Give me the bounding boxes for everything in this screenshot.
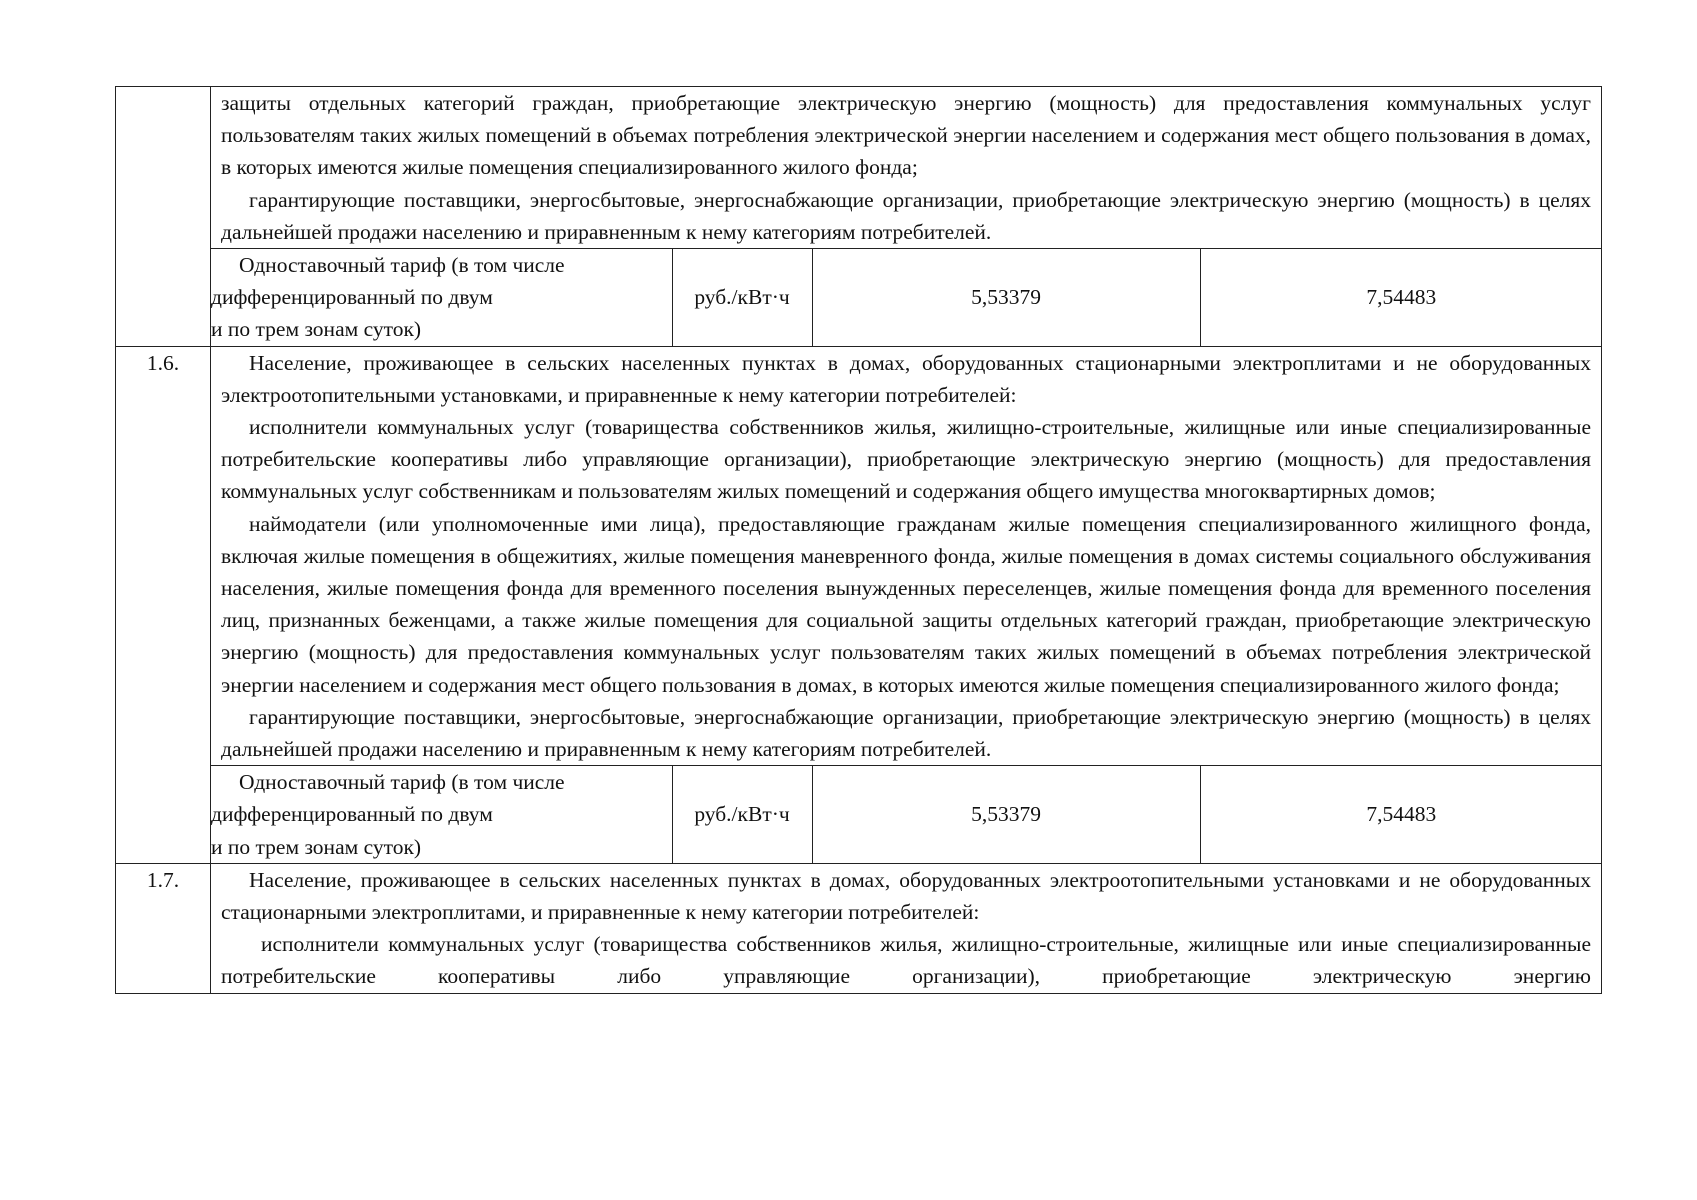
consumer-description: исполнители коммунальных услуг (товарищества собственников жилья, жилищно-строительные, жилищные или иные специализированные потребительские кооперативы либо управляющие организации), приобретающие электрическую энергию (мощность) для предоставления коммунальных услуг собственникам и пользователям жилых помещений и содержания общего имущества многоквартирных домов;: [221, 415, 1591, 504]
table-row: [116, 87, 1602, 347]
tariff-row: [211, 249, 1602, 346]
tariff-unit: руб./кВт·ч: [672, 249, 812, 346]
table-row: [116, 863, 1602, 993]
tariff-subtable: [211, 765, 1602, 863]
tariff-value-1: 5,53379: [812, 249, 1200, 346]
row-number: [116, 87, 211, 347]
consumer-description: Население, проживающее в сельских населенных пунктах в домах, оборудованных стационарными электроплитами и не оборудованных электроотопительными установками, и приравненные к нему категории потребителей:: [221, 350, 1591, 407]
tariff-table: [115, 86, 1602, 994]
tariff-value-2: 7,54483: [1200, 249, 1602, 346]
consumer-description: исполнители коммунальных услуг (товарищества собственников жилья, жилищно-строительные, жилищные или иные специализированные потребительские кооперативы либо управляющие организации), приобретающие электрическую энергию: [221, 932, 1591, 989]
row-number: 1.6.: [116, 346, 211, 863]
tariff-label: Одноставочный тариф (в том числе дифференцированный по двум и по трем зонам суток): [211, 249, 672, 346]
consumer-description: Население, проживающее в сельских населенных пунктах в домах, оборудованных электроотопительными установками и не оборудованных стационарными электроплитами, и приравненные к нему категории потребителей:: [221, 867, 1591, 925]
tariff-subtable: [211, 248, 1602, 346]
tariff-value-1: 5,53379: [812, 766, 1200, 863]
consumer-description: гарантирующие поставщики, энергосбытовые, энергоснабжающие организации, приобретающие электрическую энергию (мощность) в целях дальнейшей продажи населению и приравненным к нему категориям потребителей.: [221, 704, 1591, 762]
tariff-row: [211, 766, 1602, 863]
row-number: 1.7.: [116, 863, 211, 993]
row-content: [211, 863, 1602, 993]
tariff-unit: руб./кВт·ч: [672, 766, 812, 863]
table-row: [116, 346, 1602, 863]
consumer-description: наймодатели (или уполномоченные ими лица), предоставляющие гражданам жилые помещения специализированного жилищного фонда, включая жилые помещения в общежитиях, жилые помещения маневренного фонда, жилые помещения в домах системы социального обслуживания населения, жилые помещения фонда для временного поселения вынужденных переселенцев, жилые помещения фонда для временного поселения лиц, признанных беженцами, а также жилые помещения для социальной защиты отдельных категорий граждан, приобретающие электрическую энергию (мощность) для предоставления коммунальных услуг пользователям таких жилых помещений в объемах потребления электрической энергии населением и содержания мест общего пользования в домах, в которых имеются жилые помещения специализированного жилого фонда;: [221, 511, 1591, 697]
row-content: [211, 346, 1602, 863]
row-content: [211, 87, 1602, 347]
tariff-value-2: 7,54483: [1200, 766, 1602, 863]
tariff-label: Одноставочный тариф (в том числе дифференцированный по двум и по трем зонам суток): [211, 766, 672, 863]
consumer-description: гарантирующие поставщики, энергосбытовые, энергоснабжающие организации, приобретающие электрическую энергию (мощность) в целях дальнейшей продажи населению и приравненным к нему категориям потребителей.: [221, 187, 1591, 244]
consumer-description: защиты отдельных категорий граждан, приобретающие электрическую энергию (мощность) для предоставления коммунальных услуг пользователям таких жилых помещений в объемах потребления электрической энергии населением и содержания мест общего пользования в домах, в которых имеются жилые помещения специализированного жилого фонда;: [221, 91, 1591, 180]
